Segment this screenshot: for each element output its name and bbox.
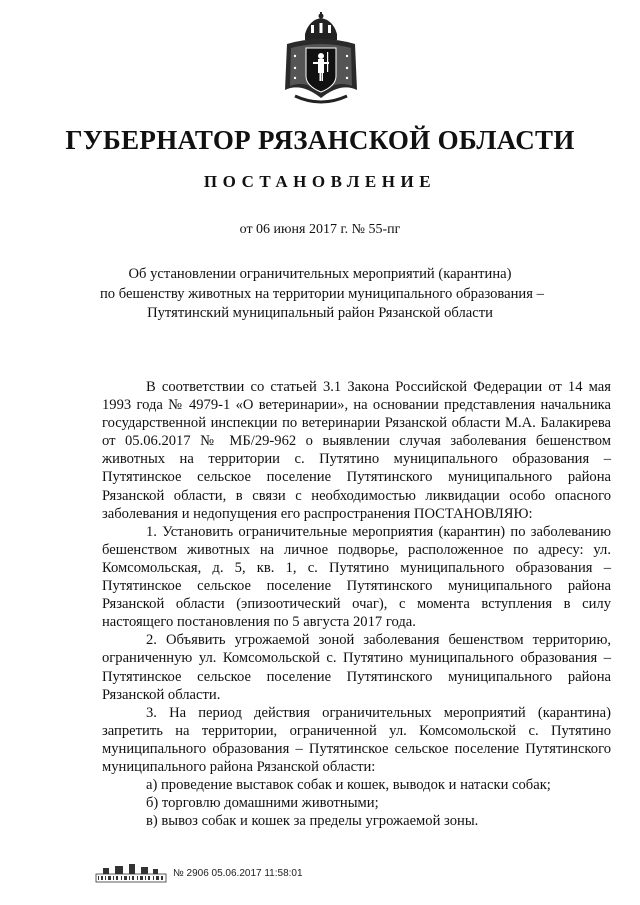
- list-item: в) вывоз собак и кошек за пределы угрожаемой зоны.: [146, 813, 479, 830]
- document-type: ПОСТАНОВЛЕНИЕ: [203, 172, 437, 191]
- registration-number: № 2906 05.06.2017 11:58:01: [173, 868, 303, 879]
- coat-of-arms-emblem: [281, 12, 361, 112]
- governor-title: ГУБЕРНАТОР РЯЗАНСКОЙ ОБЛАСТИ: [65, 125, 575, 155]
- list-item: б) торговлю домашними животными;: [146, 795, 379, 812]
- clause-2-paragraph: 2. Объявить угрожаемой зоной заболевания бешенством территорию, ограниченную ул. Комсомольской с. Путятино муниципального образования – Путятинское сельское поселение Путятинского муниципального района Рязанской области.: [102, 632, 611, 703]
- clause-3-paragraph: 3. На период действия ограничительных мероприятий (карантина) запретить на территории, ограниченной ул. Комсомольской с. Путятино муниципального образования – Путятинское сельское поселение Путятинского муниципального района Рязанской области:: [102, 704, 611, 775]
- document-date-number: от 06 июня 2017 г. № 55-пг: [239, 222, 401, 237]
- document-body: [102, 378, 611, 830]
- clause-1-paragraph: 1. Установить ограничительные мероприятия (карантин) по заболеванию бешенством животных на личное подворье, расположенное по адресу: ул. Комсомольская, д. 5, кв. 1, с. Путятино муниципального образования – Путятинское сельское поселение Путятинского муниципального района Рязанской области (эпизоотический очаг), с момента вступления в силу настоящего постановления по 5 августа 2017 года.: [102, 523, 611, 631]
- registry-stamp-icon: [95, 862, 167, 884]
- subject-line: по бешенству животных на территории муниципального образования –: [100, 285, 544, 302]
- list-item: а) проведение выставок собак и кошек, выводок и натаски собак;: [146, 777, 551, 794]
- preamble-paragraph: В соответствии со статьей 3.1 Закона Российской Федерации от 14 мая 1993 года № 4979-1 «О ветеринарии», на основании представления начальника государственной инспекции по ветеринарии Рязанской области М.А. Балакирева от 05.06.2017 № МБ/29-962 о выявлении случая заболевания бешенством животных на территории с. Путятино муниципального образования – Путятинское сельское поселение Путятинского муниципального района Рязанской области, в связи с необходимостью ликвидации особо опасного заболевания и недопущения его распространения ПОСТАНОВЛЯЮ:: [102, 379, 611, 522]
- subject-line: Путятинский муниципальный район Рязанской области: [147, 305, 493, 321]
- subject-line: Об установлении ограничительных мероприятий (карантина): [128, 266, 512, 282]
- document-subject: [100, 265, 544, 324]
